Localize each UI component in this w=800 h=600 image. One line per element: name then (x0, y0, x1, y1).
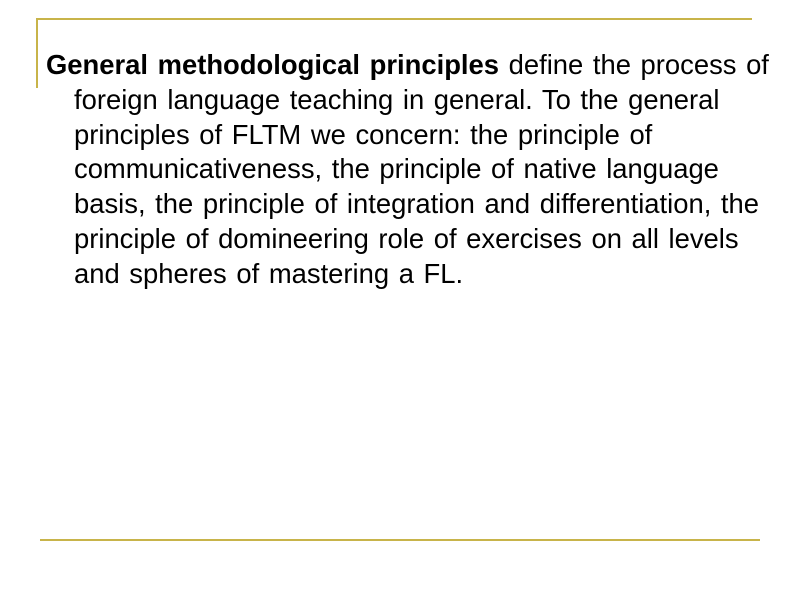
top-rule-line (36, 18, 752, 20)
paragraph-text: define the process of foreign language teaching in general. To the general principles of FLTM we concern: the principle of communicativeness, the principle of native language basis, the principle of integration and differentiation, the principle of domineering role of exercises on all levels and spheres of mastering a FL. (74, 49, 769, 289)
slide-body-paragraph (46, 48, 789, 292)
bottom-rule-line (40, 539, 760, 541)
left-rule-line (36, 18, 38, 88)
bold-lead-phrase: General methodological principles (46, 49, 500, 80)
